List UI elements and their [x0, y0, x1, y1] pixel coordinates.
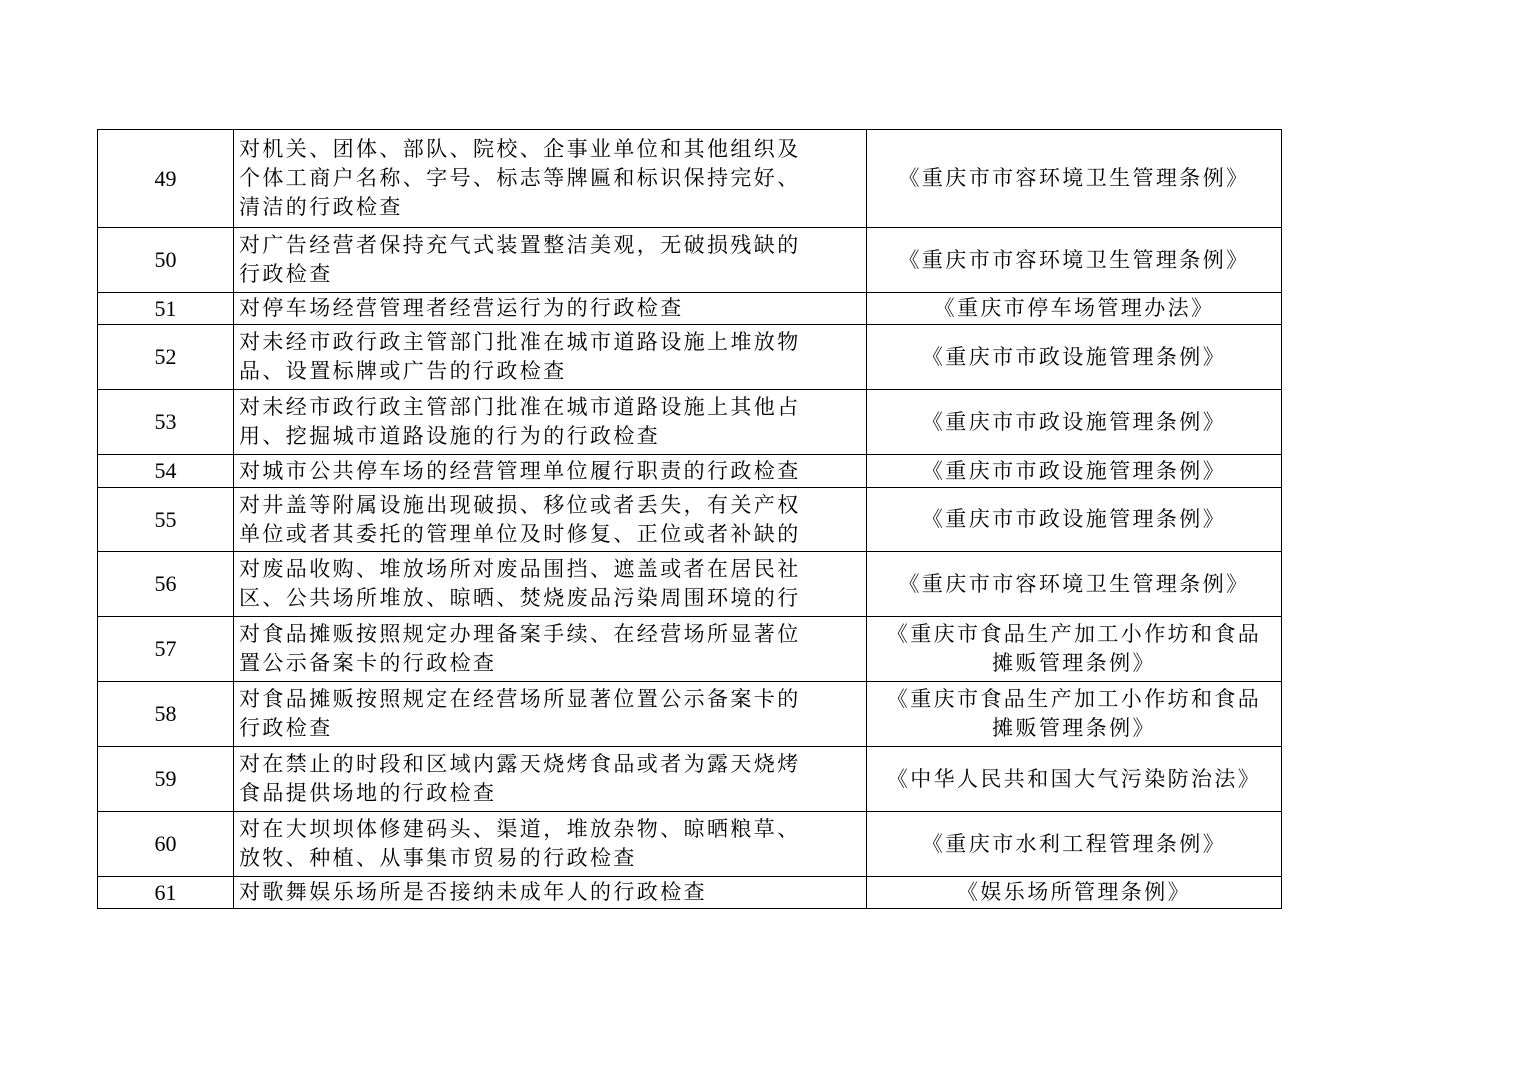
- legal-basis: 《重庆市市政设施管理条例》: [867, 488, 1282, 552]
- legal-basis: 《重庆市食品生产加工小作坊和食品 摊贩管理条例》: [867, 617, 1282, 682]
- row-number: 53: [98, 390, 234, 455]
- legal-basis: 《娱乐场所管理条例》: [867, 877, 1282, 909]
- inspection-item: 对未经市政行政主管部门批准在城市道路设施上其他占 用、挖掘城市道路设施的行为的行政检查: [234, 390, 867, 455]
- legal-basis: 《重庆市食品生产加工小作坊和食品 摊贩管理条例》: [867, 682, 1282, 747]
- table-row: [98, 617, 1282, 682]
- table-row: [98, 877, 1282, 909]
- table-row: [98, 552, 1282, 617]
- legal-basis: 《重庆市市政设施管理条例》: [867, 390, 1282, 455]
- inspection-item: 对城市公共停车场的经营管理单位履行职责的行政检查: [234, 455, 867, 488]
- legal-basis: 《重庆市市容环境卫生管理条例》: [867, 552, 1282, 617]
- inspection-items-table: [97, 129, 1282, 909]
- table-row: [98, 228, 1282, 293]
- row-number: 54: [98, 455, 234, 488]
- legal-basis: 《中华人民共和国大气污染防治法》: [867, 747, 1282, 812]
- row-number: 57: [98, 617, 234, 682]
- row-number: 51: [98, 293, 234, 325]
- table-row: [98, 293, 1282, 325]
- inspection-item: 对废品收购、堆放场所对废品围挡、遮盖或者在居民社 区、公共场所堆放、晾晒、焚烧废品污染周围环境的行: [234, 552, 867, 617]
- inspection-item: 对井盖等附属设施出现破损、移位或者丢失，有关产权 单位或者其委托的管理单位及时修复、正位或者补缺的: [234, 488, 867, 552]
- row-number: 49: [98, 130, 234, 228]
- row-number: 61: [98, 877, 234, 909]
- inspection-item: 对广告经营者保持充气式装置整洁美观，无破损残缺的 行政检查: [234, 228, 867, 293]
- table-row: [98, 390, 1282, 455]
- inspection-item: 对歌舞娱乐场所是否接纳未成年人的行政检查: [234, 877, 867, 909]
- table-row: [98, 812, 1282, 877]
- legal-basis: 《重庆市市容环境卫生管理条例》: [867, 228, 1282, 293]
- table-row: [98, 325, 1282, 390]
- inspection-item: 对机关、团体、部队、院校、企事业单位和其他组织及 个体工商户名称、字号、标志等牌匾和标识保持完好、 清洁的行政检查: [234, 130, 867, 228]
- legal-basis: 《重庆市市政设施管理条例》: [867, 455, 1282, 488]
- inspection-item: 对在大坝坝体修建码头、渠道，堆放杂物、晾晒粮草、 放牧、种植、从事集市贸易的行政检查: [234, 812, 867, 877]
- legal-basis: 《重庆市停车场管理办法》: [867, 293, 1282, 325]
- row-number: 50: [98, 228, 234, 293]
- table-row: [98, 747, 1282, 812]
- inspection-item: 对食品摊贩按照规定在经营场所显著位置公示备案卡的 行政检查: [234, 682, 867, 747]
- row-number: 60: [98, 812, 234, 877]
- row-number: 59: [98, 747, 234, 812]
- table-row: [98, 130, 1282, 228]
- row-number: 52: [98, 325, 234, 390]
- table-row: [98, 488, 1282, 552]
- inspection-item: 对食品摊贩按照规定办理备案手续、在经营场所显著位 置公示备案卡的行政检查: [234, 617, 867, 682]
- table-row: [98, 455, 1282, 488]
- inspection-item: 对未经市政行政主管部门批准在城市道路设施上堆放物 品、设置标牌或广告的行政检查: [234, 325, 867, 390]
- row-number: 55: [98, 488, 234, 552]
- legal-basis: 《重庆市水利工程管理条例》: [867, 812, 1282, 877]
- legal-basis: 《重庆市市容环境卫生管理条例》: [867, 130, 1282, 228]
- inspection-item: 对停车场经营管理者经营运行为的行政检查: [234, 293, 867, 325]
- table-row: [98, 682, 1282, 747]
- row-number: 56: [98, 552, 234, 617]
- inspection-item: 对在禁止的时段和区域内露天烧烤食品或者为露天烧烤 食品提供场地的行政检查: [234, 747, 867, 812]
- legal-basis: 《重庆市市政设施管理条例》: [867, 325, 1282, 390]
- row-number: 58: [98, 682, 234, 747]
